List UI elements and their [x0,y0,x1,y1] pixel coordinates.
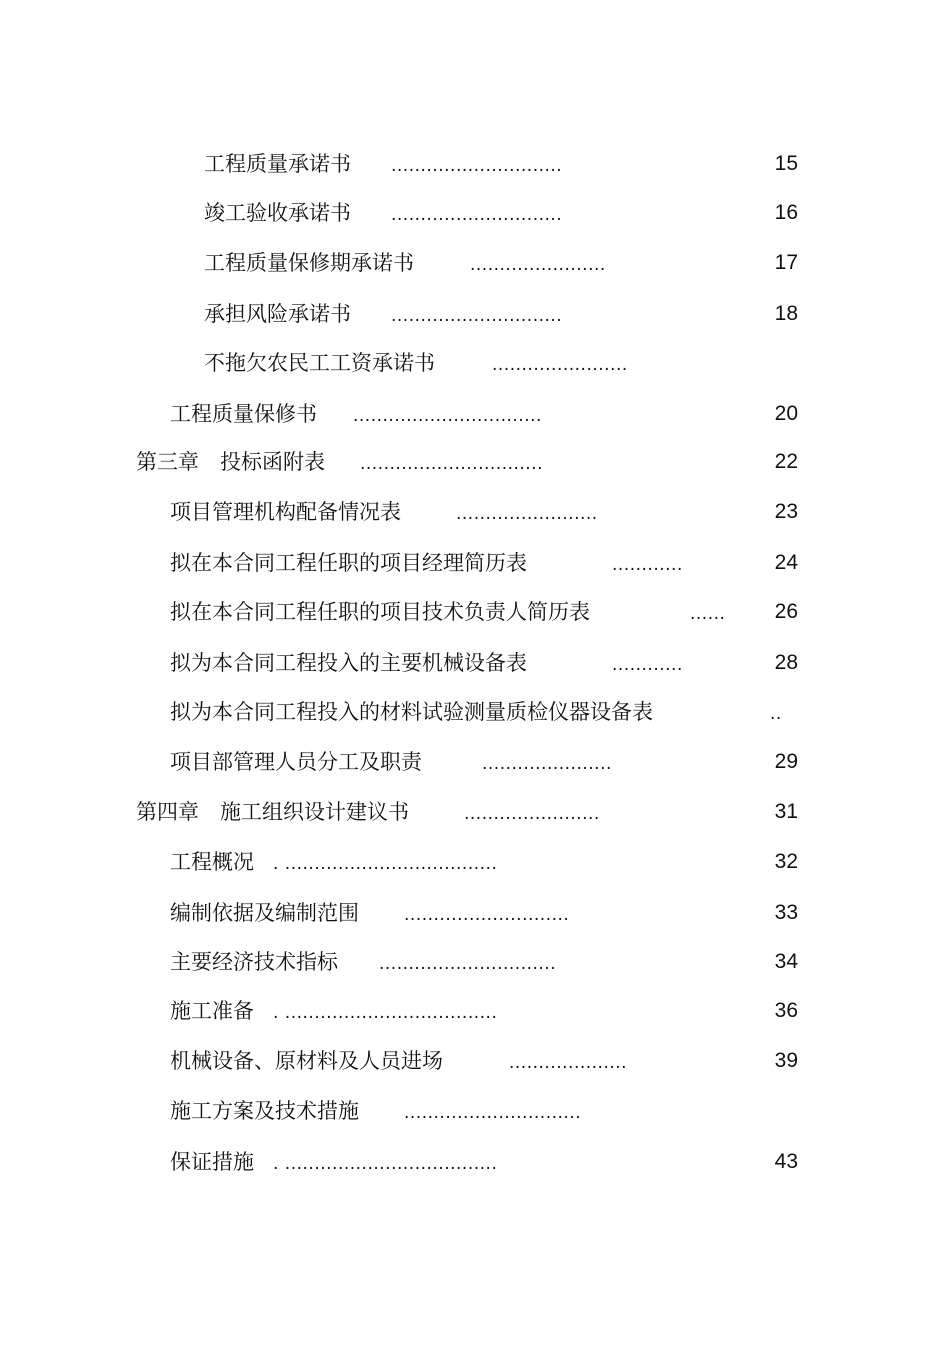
toc-leader-dots: ...................... [482,754,612,774]
toc-page-number: 20 [774,402,798,425]
toc-page-number: 23 [774,500,798,523]
toc-title: 拟为本合同工程投入的材料试验测量质检仪器设备表 [170,700,653,724]
toc-title: 工程质量保修期承诺书 [204,251,414,275]
toc-page-number: 32 [774,850,798,873]
toc-leader-dots: ............................. [391,156,563,176]
toc-title: 拟在本合同工程任职的项目技术负责人简历表 [170,600,590,624]
toc-leader-dots: ............ [612,655,683,675]
toc-entry[interactable] [0,842,950,882]
toc-title: 工程质量保修书 [170,402,317,426]
toc-entry[interactable] [0,942,950,982]
toc-leader-dots: ............................... [360,454,544,474]
toc-leader-dots: ............................ [404,905,570,925]
toc-page-number: 18 [774,302,798,325]
toc-entry[interactable] [0,543,950,583]
toc-entry[interactable] [0,742,950,782]
toc-entry[interactable] [0,1142,950,1182]
toc-entry[interactable] [0,893,950,933]
toc-title: 工程质量承诺书 [204,152,351,176]
toc-title: 工程概况 [170,850,254,874]
toc-entry[interactable] [0,193,950,233]
toc-title: 不拖欠农民工工资承诺书 [204,351,435,375]
toc-page-number: 17 [774,251,798,274]
toc-entry[interactable] [0,991,950,1031]
toc-entry[interactable] [0,1091,950,1131]
toc-entry[interactable] [0,643,950,683]
toc-page-number: 39 [774,1049,798,1072]
toc-page-number: 33 [774,901,798,924]
toc-leader-dots: .. [770,704,782,724]
toc-leader-dots: ...... [690,604,726,624]
toc-page-number: 31 [774,800,798,823]
toc-page-number: 24 [774,551,798,574]
toc-page-number: 16 [774,201,798,224]
toc-entry[interactable] [0,1041,950,1081]
toc-title: 施工准备 [170,999,254,1023]
toc-leader-dots: ........................ [456,504,598,524]
toc-title: 拟为本合同工程投入的主要机械设备表 [170,651,527,675]
toc-page-number: 29 [774,750,798,773]
toc-leader-dots: ............ [612,555,683,575]
toc-title: 竣工验收承诺书 [204,201,351,225]
toc-leader-dots: .................... [509,1053,628,1073]
toc-entry[interactable] [0,692,950,732]
toc-page-number: 15 [774,152,798,175]
toc-title: 拟在本合同工程任职的项目经理简历表 [170,551,527,575]
toc-entry[interactable] [0,592,950,632]
toc-title: 第三章 投标函附表 [136,450,325,474]
toc-entry[interactable] [0,394,950,434]
toc-title: 第四章 施工组织设计建议书 [136,800,409,824]
toc-title: 保证措施 [170,1150,254,1174]
toc-page-number: 22 [774,450,798,473]
toc-leader-dots: ............................. [391,306,563,326]
toc-leader-dots: . .................................... [273,854,498,874]
toc-leader-dots: .............................. [379,954,557,974]
toc-leader-dots: . .................................... [273,1154,498,1174]
toc-title: 编制依据及编制范围 [170,901,359,925]
toc-title: 施工方案及技术措施 [170,1099,359,1123]
toc-leader-dots: ....................... [470,255,606,275]
toc-leader-dots: .............................. [404,1103,582,1123]
toc-page-number: 34 [774,950,798,973]
toc-entry[interactable] [0,343,950,383]
toc-leader-dots: ....................... [492,355,628,375]
toc-entry[interactable] [0,294,950,334]
toc-title: 项目管理机构配备情况表 [170,500,401,524]
toc-entry[interactable] [0,144,950,184]
toc-entry[interactable] [0,492,950,532]
toc-page-number: 28 [774,651,798,674]
toc-title: 主要经济技术指标 [170,950,338,974]
toc-page-number: 43 [774,1150,798,1173]
toc-title: 机械设备、原材料及人员进场 [170,1049,443,1073]
toc-entry[interactable] [0,243,950,283]
toc-leader-dots: ................................ [353,406,542,426]
toc-title: 项目部管理人员分工及职责 [170,750,422,774]
toc-chapter[interactable] [0,442,950,482]
toc-page-number: 26 [774,600,798,623]
toc-leader-dots: ....................... [464,804,600,824]
toc-page-number: 36 [774,999,798,1022]
toc-leader-dots: ............................. [391,205,563,225]
toc-title: 承担风险承诺书 [204,302,351,326]
toc-leader-dots: . .................................... [273,1003,498,1023]
toc-chapter[interactable] [0,792,950,832]
